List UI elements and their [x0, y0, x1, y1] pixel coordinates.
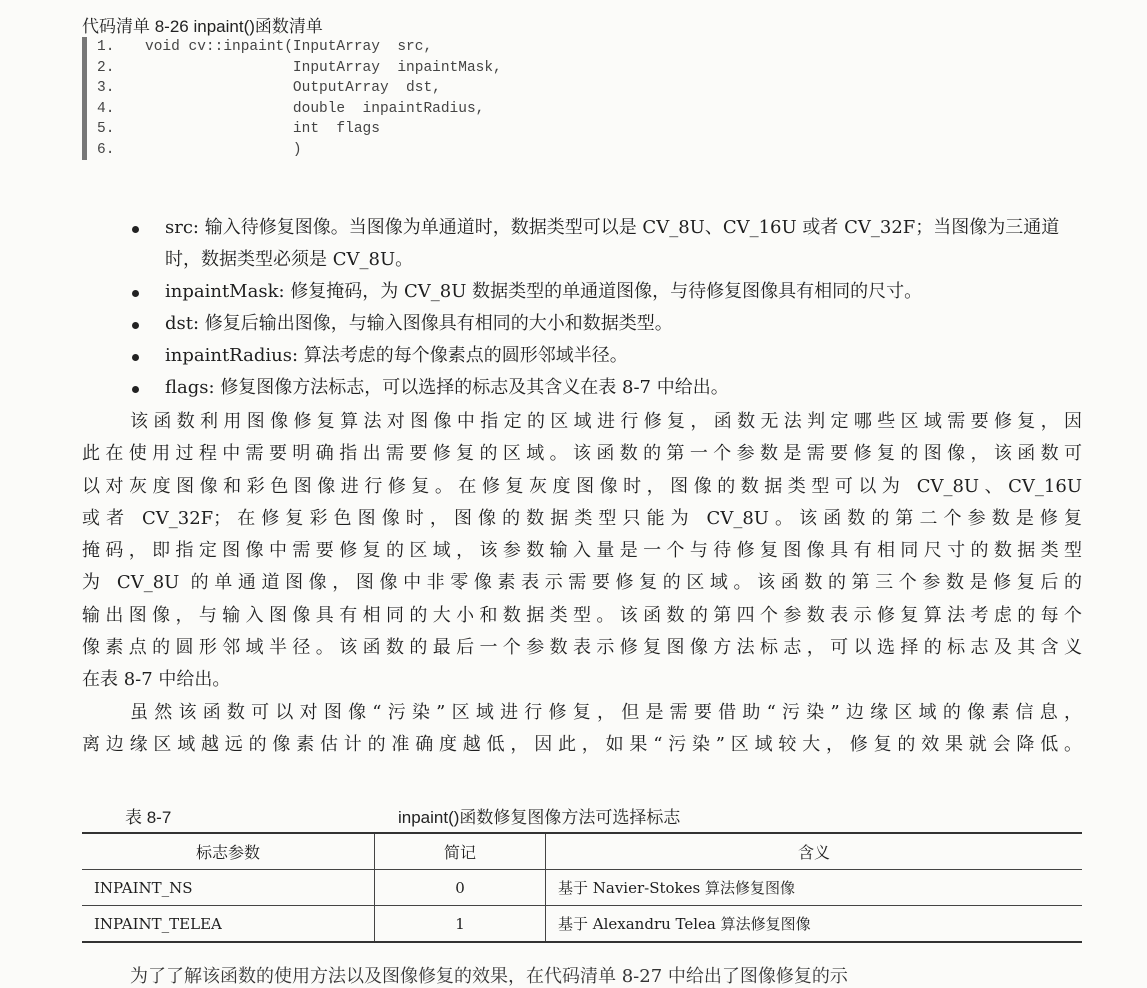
table-cell: 1	[375, 906, 546, 943]
line-number: 5.	[97, 121, 115, 137]
table-caption: inpaint()函数修复图像方法可选择标志	[398, 808, 681, 827]
text-line: 像素点的圆形邻域半径。该函数的最后一个参数表示修复图像方法标志，可以选择的标志及其含义	[82, 637, 1082, 659]
code-line	[97, 99, 502, 120]
code-line	[97, 37, 502, 58]
table-header: 标志参数	[82, 833, 375, 870]
paragraph-2	[82, 697, 1082, 762]
text-line: 为 CV_8U 的单通道图像，图像中非零像素表示需要修复的区域。该函数的第三个参数是修复后的	[82, 572, 1082, 594]
code-text: InputArray inpaintMask,	[145, 59, 502, 76]
flags-table	[82, 832, 1082, 943]
text-line: 离边缘区域越远的像素估计的准确度越低，因此，如果“污染”区域较大，修复的效果就会降低。	[82, 734, 1082, 756]
table-row	[82, 906, 1082, 943]
code-line	[97, 119, 502, 140]
table-header: 含义	[546, 833, 1083, 870]
text-line: 在表 8-7 中给出。	[82, 669, 231, 691]
bullet-item: inpaintRadius: 算法考虑的每个像素点的圆形邻域半径。	[130, 340, 1085, 372]
text-line: 该函数利用图像修复算法对图像中指定的区域进行修复，函数无法判定哪些区域需要修复，因	[130, 411, 1082, 432]
text-line: 此在使用过程中需要明确指出需要修复的区域。该函数的第一个参数是需要修复的图像，该函数可	[82, 443, 1082, 465]
code-line	[97, 140, 502, 161]
parameter-list	[130, 212, 1085, 404]
table-cell: INPAINT_NS	[82, 870, 375, 906]
code-listing-title: 代码清单 8-26 inpaint()函数清单	[82, 17, 323, 36]
line-number: 4.	[97, 100, 115, 117]
paragraph-1	[82, 406, 1082, 697]
code-block	[82, 37, 502, 160]
text-line: 虽然该函数可以对图像“污染”区域进行修复，但是需要借助“污染”边缘区域的像素信息，	[130, 702, 1082, 723]
code-text: double inpaintRadius,	[145, 100, 485, 117]
table-header: 简记	[375, 833, 546, 870]
text-line: 掩码，即指定图像中需要修复的区域，该参数输入量是一个与待修复图像具有相同尺寸的数据类型	[82, 540, 1082, 562]
bullet-item: src: 输入待修复图像。当图像为单通道时，数据类型可以是 CV_8U、CV_16U 或者 CV_32F；当图像为三通道时，数据类型必须是 CV_8U。	[130, 212, 1085, 276]
bullet-item: flags: 修复图像方法标志，可以选择的标志及其含义在表 8-7 中给出。	[130, 372, 1085, 404]
code-line	[97, 78, 502, 99]
text-line: 以对灰度图像和彩色图像进行修复。在修复灰度图像时，图像的数据类型可以为 CV_8U、CV_16U	[82, 475, 1082, 497]
code-text: void cv::inpaint(InputArray src,	[145, 39, 433, 55]
text-line: 输出图像，与输入图像具有相同的大小和数据类型。该函数的第四个参数表示修复算法考虑的每个	[82, 604, 1082, 626]
code-line	[97, 58, 502, 79]
table-header-row	[82, 833, 1082, 870]
table-cell: INPAINT_TELEA	[82, 906, 375, 943]
text-line: 或者 CV_32F；在修复彩色图像时，图像的数据类型只能为 CV_8U。该函数的第二个参数是修复	[82, 507, 1082, 529]
bullet-item: inpaintMask: 修复掩码，为 CV_8U 数据类型的单通道图像，与待修复图像具有相同的尺寸。	[130, 276, 1085, 308]
cut-off-text-line: 为了了解该函数的使用方法以及图像修复的效果，在代码清单 8-27 中给出了图像修复的示	[130, 966, 848, 987]
code-text: int flags	[145, 121, 380, 137]
line-number: 2.	[97, 59, 115, 76]
code-text: OutputArray dst,	[145, 80, 441, 96]
table-cell: 基于 Alexandru Telea 算法修复图像	[546, 906, 1083, 943]
code-text: )	[145, 141, 302, 158]
bullet-item: dst: 修复后输出图像，与输入图像具有相同的大小和数据类型。	[130, 308, 1085, 340]
line-number: 1.	[97, 39, 115, 55]
table-row	[82, 870, 1082, 906]
table-label: 表 8-7	[125, 808, 172, 827]
table-cell: 0	[375, 870, 546, 906]
table-cell: 基于 Navier-Stokes 算法修复图像	[546, 870, 1083, 906]
line-number: 6.	[97, 141, 115, 158]
line-number: 3.	[97, 80, 115, 96]
